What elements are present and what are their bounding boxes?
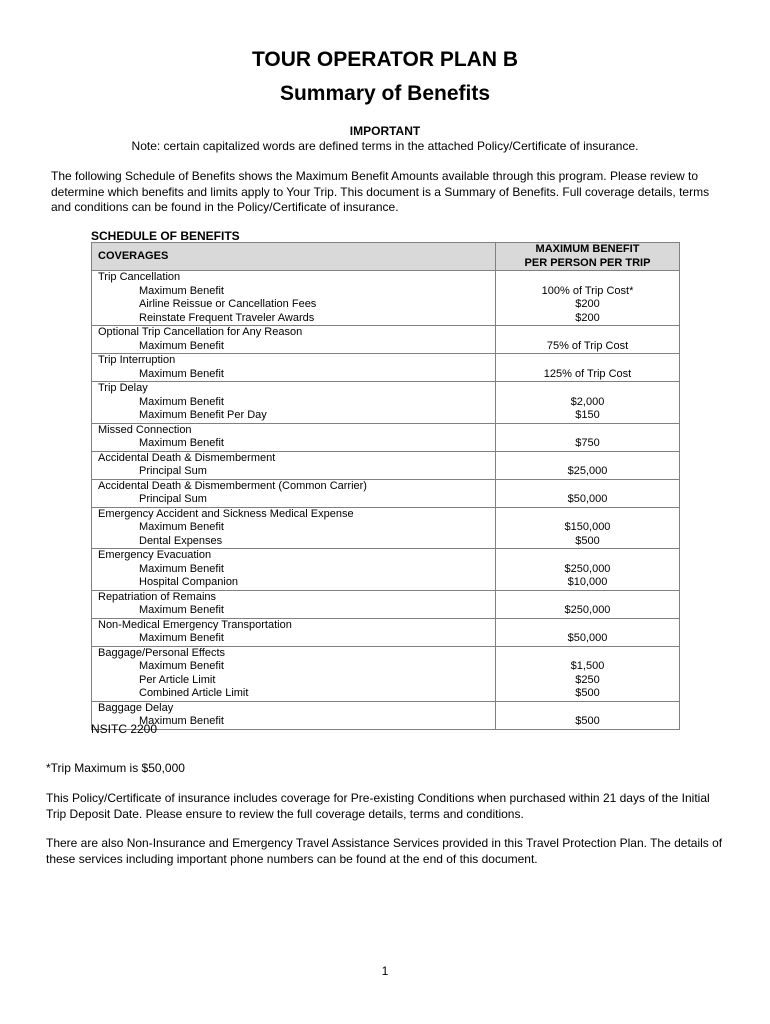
coverage-cell bbox=[92, 382, 496, 424]
coverage-cell bbox=[92, 549, 496, 591]
benefit-spacer bbox=[496, 549, 679, 563]
coverage-item-label: Principal Sum bbox=[139, 465, 207, 477]
coverage-cell bbox=[92, 479, 496, 507]
benefit-spacer bbox=[496, 480, 679, 494]
schedule-title: SCHEDULE OF BENEFITS bbox=[91, 229, 240, 243]
coverage-item-value: $10,000 bbox=[567, 576, 608, 588]
coverage-cell bbox=[92, 646, 496, 701]
coverage-name: Accidental Death & Dismemberment (Common Carrier) bbox=[98, 479, 367, 492]
coverage-cell bbox=[92, 423, 496, 451]
document-title: TOUR OPERATOR PLAN B bbox=[251, 48, 519, 71]
coverage-item-label: Maximum Benefit bbox=[139, 604, 224, 616]
coverage-item-value: $750 bbox=[575, 437, 600, 449]
benefit-cell bbox=[496, 451, 680, 479]
coverage-item-label: Maximum Benefit bbox=[139, 284, 224, 297]
document-subtitle: Summary of Benefits bbox=[279, 82, 491, 105]
coverage-item-label: Airline Reissue or Cancellation Fees bbox=[139, 298, 317, 310]
benefit-cell bbox=[496, 326, 680, 354]
coverage-item-label: Maximum Benefit bbox=[139, 715, 224, 727]
max-benefit-header-line2: PER PERSON PER TRIP bbox=[524, 256, 651, 269]
coverage-item-label: Maximum Benefit bbox=[139, 339, 224, 352]
coverage-item-value: $50,000 bbox=[567, 493, 608, 505]
coverage-item-label: Maximum Benefit bbox=[139, 521, 224, 533]
benefit-cell bbox=[496, 423, 680, 451]
coverage-item-value: $500 bbox=[575, 715, 600, 727]
coverage-row bbox=[92, 354, 680, 382]
coverage-name: Trip Cancellation bbox=[98, 271, 181, 283]
coverage-row bbox=[92, 646, 680, 701]
coverage-row bbox=[92, 701, 680, 729]
benefit-cell bbox=[496, 618, 680, 646]
benefit-cell bbox=[496, 382, 680, 424]
coverage-row bbox=[92, 423, 680, 451]
important-note: Note: certain capitalized words are defined terms in the attached Policy/Certificate of insurance. bbox=[131, 139, 639, 153]
important-heading: IMPORTANT bbox=[349, 124, 421, 138]
coverage-item-label: Combined Article Limit bbox=[139, 687, 249, 699]
coverage-name: Trip Delay bbox=[98, 382, 148, 394]
coverage-name: Baggage/Personal Effects bbox=[98, 646, 225, 659]
benefits-table bbox=[91, 242, 680, 730]
coverage-cell bbox=[92, 354, 496, 382]
benefit-spacer bbox=[496, 647, 679, 661]
coverage-cell bbox=[92, 326, 496, 354]
form-code: NSITC 2200 bbox=[91, 722, 158, 736]
coverage-item-label: Maximum Benefit Per Day bbox=[139, 409, 267, 421]
benefit-cell bbox=[496, 549, 680, 591]
benefit-spacer bbox=[496, 354, 679, 368]
coverage-item-value: $250 bbox=[575, 673, 600, 686]
coverage-item-label: Maximum Benefit bbox=[139, 395, 224, 408]
coverage-row bbox=[92, 479, 680, 507]
coverage-name: Repatriation of Remains bbox=[98, 590, 217, 603]
coverage-item-value: 100% of Trip Cost* bbox=[541, 284, 634, 297]
coverage-name: Missed Connection bbox=[98, 423, 192, 436]
coverage-cell bbox=[92, 507, 496, 549]
coverage-row bbox=[92, 618, 680, 646]
coverage-item-value: $500 bbox=[575, 687, 600, 699]
benefit-cell bbox=[496, 646, 680, 701]
coverage-item-label: Maximum Benefit bbox=[139, 632, 224, 644]
benefit-cell bbox=[496, 701, 680, 729]
coverage-cell bbox=[92, 618, 496, 646]
coverage-name: Baggage Delay bbox=[98, 701, 174, 714]
coverage-row bbox=[92, 451, 680, 479]
coverage-item-value: $25,000 bbox=[567, 465, 608, 477]
coverage-item-value: $50,000 bbox=[567, 632, 608, 644]
intro-paragraph: The following Schedule of Benefits shows the Maximum Benefit Amounts available through this program. Please review to determine which benefits and limits apply to Your Trip. This document is a Summary of Benefits. Full coverage details, terms and conditions can be found in the Policy/Certificate of insurance. bbox=[51, 169, 710, 214]
coverage-row bbox=[92, 382, 680, 424]
benefit-spacer bbox=[496, 452, 679, 466]
benefit-spacer bbox=[496, 424, 679, 438]
benefit-spacer bbox=[496, 591, 679, 605]
assistance-paragraph: There are also Non-Insurance and Emergency Travel Assistance Services provided in this Travel Protection Plan. The details of these services including important phone numbers can be found at the end of this document. bbox=[46, 836, 723, 866]
coverage-name: Non-Medical Emergency Transportation bbox=[98, 618, 292, 631]
benefit-spacer bbox=[496, 702, 679, 716]
benefits-body bbox=[92, 271, 680, 730]
coverage-item-label: Dental Expenses bbox=[139, 534, 223, 547]
coverage-item-label: Maximum Benefit bbox=[139, 367, 224, 380]
coverage-name: Trip Interruption bbox=[98, 354, 176, 366]
benefit-spacer bbox=[496, 508, 679, 522]
coverage-item-value: 75% of Trip Cost bbox=[546, 339, 629, 352]
coverage-row bbox=[92, 271, 680, 326]
coverage-row bbox=[92, 326, 680, 354]
table-header-row bbox=[92, 243, 680, 271]
coverage-item-value: $2,000 bbox=[570, 395, 605, 408]
coverage-row bbox=[92, 507, 680, 549]
coverage-name: Accidental Death & Dismemberment bbox=[98, 451, 276, 464]
coverage-item-label: Maximum Benefit bbox=[139, 562, 224, 575]
coverage-cell bbox=[92, 451, 496, 479]
coverages-header: COVERAGES bbox=[92, 243, 496, 271]
coverage-item-label: Hospital Companion bbox=[139, 576, 239, 588]
coverage-row bbox=[92, 590, 680, 618]
max-benefit-header bbox=[496, 243, 680, 271]
coverage-item-value: $200 bbox=[575, 311, 600, 324]
coverage-item-label: Principal Sum bbox=[139, 493, 207, 505]
benefit-cell bbox=[496, 507, 680, 549]
coverage-item-label: Maximum Benefit bbox=[139, 437, 224, 449]
coverage-item-value: $500 bbox=[575, 534, 600, 547]
benefit-cell bbox=[496, 354, 680, 382]
coverage-item-value: $150,000 bbox=[564, 521, 611, 533]
coverage-item-value: 125% of Trip Cost bbox=[543, 367, 632, 380]
coverage-name: Emergency Accident and Sickness Medical Expense bbox=[98, 507, 354, 520]
coverage-cell bbox=[92, 271, 496, 326]
coverage-item-label: Reinstate Frequent Traveler Awards bbox=[139, 311, 315, 324]
benefit-spacer bbox=[496, 271, 679, 285]
coverage-item-label: Maximum Benefit bbox=[139, 660, 224, 672]
trip-maximum-note: *Trip Maximum is $50,000 bbox=[46, 761, 185, 775]
benefit-spacer bbox=[496, 619, 679, 633]
coverage-name: Optional Trip Cancellation for Any Reason bbox=[98, 326, 303, 338]
max-benefit-header-line1: MAXIMUM BENEFIT bbox=[535, 243, 640, 255]
page-number: 1 bbox=[381, 964, 389, 978]
coverage-item-value: $250,000 bbox=[564, 562, 611, 575]
benefit-cell bbox=[496, 590, 680, 618]
benefit-spacer bbox=[496, 326, 679, 340]
coverage-item-label: Per Article Limit bbox=[139, 673, 216, 686]
benefit-spacer bbox=[496, 382, 679, 396]
coverage-name: Emergency Evacuation bbox=[98, 549, 212, 561]
coverage-item-value: $250,000 bbox=[564, 604, 611, 616]
benefit-cell bbox=[496, 479, 680, 507]
coverage-cell bbox=[92, 590, 496, 618]
coverage-row bbox=[92, 549, 680, 591]
preexisting-paragraph: This Policy/Certificate of insurance includes coverage for Pre-existing Conditions when purchased within 21 days of the Initial Trip Deposit Date. Please ensure to review the full coverage details, terms and conditions. bbox=[46, 791, 710, 821]
coverage-item-value: $200 bbox=[575, 298, 600, 310]
benefit-cell bbox=[496, 271, 680, 326]
coverage-item-value: $150 bbox=[575, 409, 600, 421]
coverage-item-value: $1,500 bbox=[570, 660, 605, 672]
